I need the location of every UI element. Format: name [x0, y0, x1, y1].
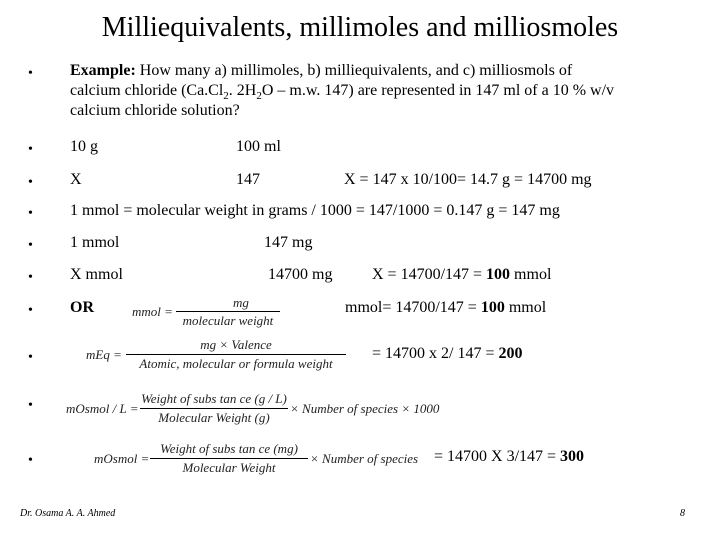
fraction-line	[140, 408, 288, 409]
row1-left: 10 g	[70, 138, 98, 155]
fraction-line	[150, 458, 308, 459]
formula-numerator: Weight of subs tan ce (g / L)	[141, 391, 287, 406]
slide-title: Milliequivalents, millimoles and milliosmoles	[101, 12, 619, 43]
bullet: •	[28, 350, 33, 365]
row7-right	[372, 345, 523, 363]
bullet: •	[28, 175, 33, 190]
page-number: 8	[680, 508, 685, 519]
bullet: •	[28, 66, 33, 81]
row9-right	[434, 448, 584, 466]
row4-left: 1 mmol	[70, 234, 120, 251]
row6-or: OR	[70, 299, 94, 316]
bullet: •	[28, 142, 33, 157]
row7-result: 200	[498, 345, 523, 362]
footer-author: Dr. Osama A. A. Ahmed	[20, 508, 116, 519]
row2-right: X = 147 x 10/100= 14.7 g = 14700 mg	[344, 171, 592, 188]
row9-result: 300	[560, 448, 585, 465]
example-text: How many a) millimoles, b) milliequivalents, and c) milliosmols of	[135, 62, 573, 79]
row5-right-text: X = 14700/147 =	[372, 266, 487, 283]
row7-right-text: = 14700 x 2/ 147 =	[372, 345, 499, 362]
formula-lhs: mOsmol / L =	[66, 401, 139, 416]
formula-denominator: Molecular Weight	[182, 460, 276, 475]
example-text-part: . 2H	[228, 82, 257, 99]
formula-denominator: molecular weight	[182, 313, 274, 328]
formula-lhs: mmol =	[132, 304, 173, 319]
formula-lhs: mEq =	[86, 347, 122, 362]
row2-mid: 147	[236, 171, 260, 188]
bullet: •	[28, 303, 33, 318]
formula-tail: × Number of species	[310, 451, 419, 466]
formula-denominator: Atomic, molecular or formula weight	[139, 356, 333, 371]
formula-lhs: mOsmol =	[94, 451, 150, 466]
example-line-2	[70, 82, 614, 102]
formula-numerator: mg × Valence	[200, 337, 272, 352]
row5-mid: 14700 mg	[268, 266, 333, 283]
example-line-3: calcium chloride solution?	[70, 102, 240, 119]
example-label: Example:	[70, 62, 136, 79]
row5-unit: mmol	[510, 266, 552, 283]
formula-denominator: Molecular Weight (g)	[158, 410, 270, 425]
bullet: •	[28, 453, 33, 468]
row9-right-text: = 14700 X 3/147 =	[434, 448, 561, 465]
fraction-line	[176, 311, 280, 312]
row3-text: 1 mmol = molecular weight in grams / 1000 = 147/1000 = 0.147 g = 147 mg	[70, 202, 560, 219]
row5-right	[372, 266, 551, 284]
row6-right-text: mmol= 14700/147 =	[345, 299, 481, 316]
bullet: •	[28, 270, 33, 285]
row6-right	[345, 299, 546, 317]
subscript: 2	[256, 90, 262, 103]
example-text-part: calcium chloride (Ca.Cl	[70, 82, 224, 99]
fraction-line	[126, 354, 346, 355]
example-line-1	[70, 62, 572, 80]
row2-left: X	[70, 171, 82, 188]
row4-mid: 147 mg	[264, 234, 313, 251]
bullet: •	[28, 398, 33, 413]
row5-result: 100	[486, 266, 511, 283]
row6-unit: mmol	[504, 299, 547, 316]
row5-left: X mmol	[70, 266, 123, 283]
bullet: •	[28, 238, 33, 253]
row6-result: 100	[480, 299, 505, 316]
bullet: •	[28, 206, 33, 221]
formula-tail: × Number of species × 1000	[290, 401, 440, 416]
row1-mid: 100 ml	[236, 138, 281, 155]
formula-numerator: mg	[233, 295, 249, 310]
formula-numerator: Weight of subs tan ce (mg)	[160, 441, 298, 456]
subscript: 2	[223, 90, 229, 103]
example-text-part: O – m.w. 147) are represented in 147 ml of a 10 % w/v	[261, 82, 615, 99]
